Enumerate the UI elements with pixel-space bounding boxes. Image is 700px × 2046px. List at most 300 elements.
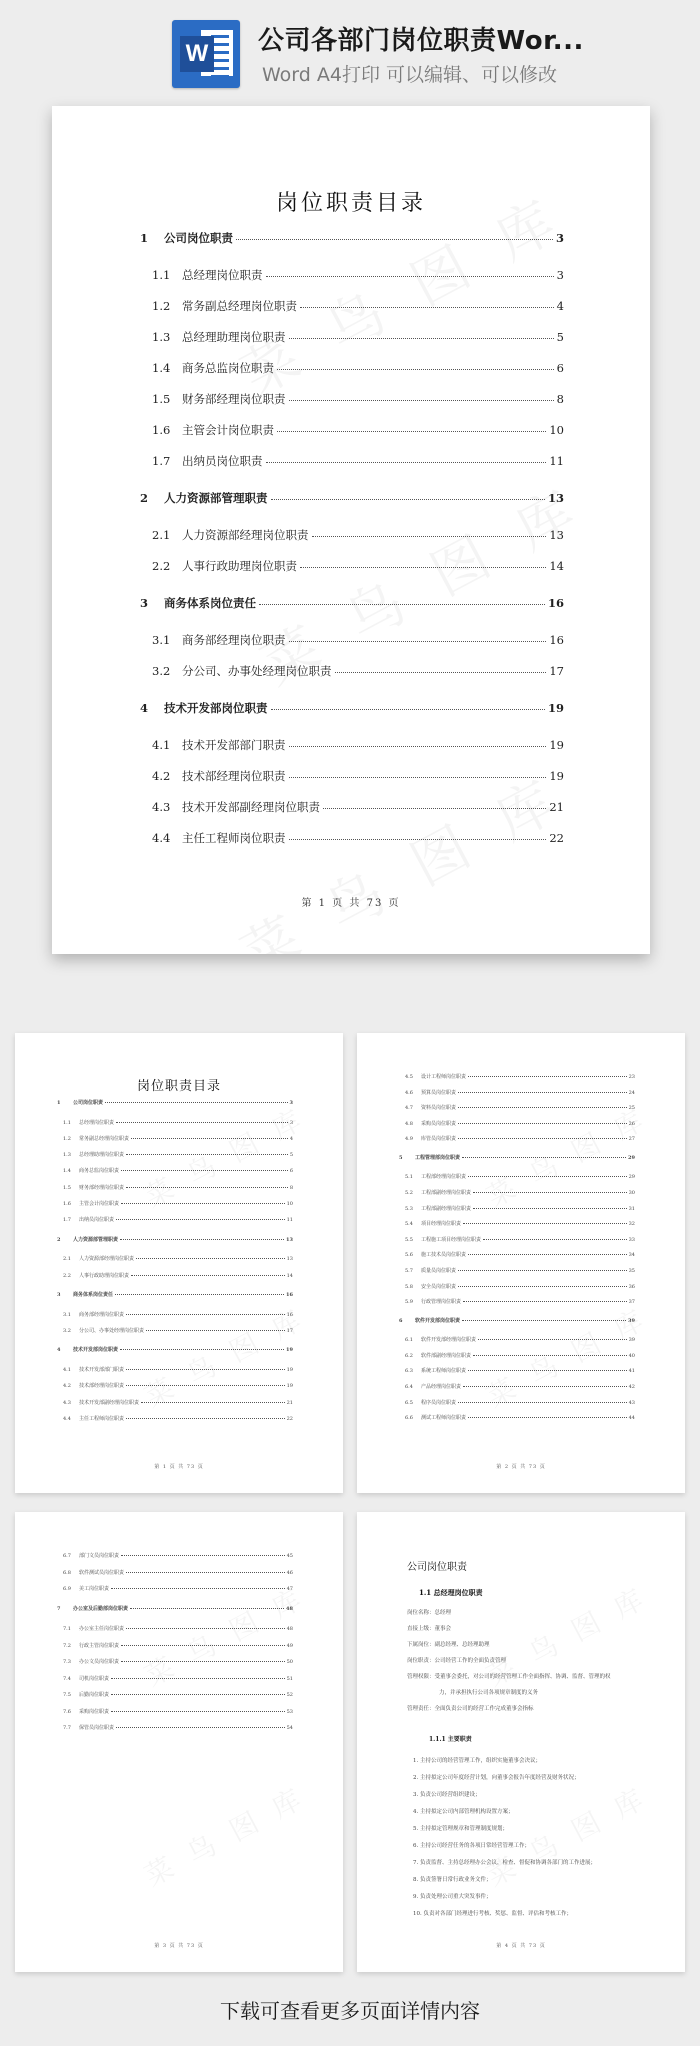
toc-entry-num: 2.2 — [152, 559, 171, 573]
toc-entry-page: 23 — [628, 1074, 635, 1080]
preview-page-1[interactable] — [15, 1033, 343, 1493]
toc-entry-page: 34 — [628, 1252, 635, 1259]
toc-entry-page: 19 — [547, 701, 564, 715]
toc-entry-page: 42 — [628, 1384, 635, 1390]
toc-entry-page: 21 — [286, 1399, 293, 1406]
duties-heading: 1.1.1 主要职责 — [429, 1736, 472, 1743]
toc-entry-label: 软件开发部经理岗位职责 — [421, 1337, 477, 1344]
toc-dot-leader — [115, 1294, 284, 1295]
toc-entry-page: 8 — [289, 1184, 293, 1191]
toc-section-entry[interactable] — [63, 1327, 293, 1334]
toc-entry-num: 4 — [140, 701, 149, 715]
toc-section-entry[interactable] — [152, 422, 564, 438]
toc-section-entry[interactable] — [405, 1367, 635, 1374]
toc-entry-page: 19 — [286, 1383, 293, 1390]
toc-entry-page: 8 — [556, 392, 564, 406]
toc-entry-label: 主任工程师岗位职责 — [182, 831, 286, 845]
toc-entry-label: 采购岗位职责 — [79, 1708, 110, 1715]
toc-entry-label: 总经理岗位职责 — [79, 1119, 115, 1126]
duty-item: 6. 主持公司经营任务的各项日常经营管理工作； — [413, 1843, 530, 1849]
subsection-heading: 1.1 总经理岗位职责 — [419, 1588, 483, 1597]
toc-entry-label: 质量员岗位职责 — [421, 1268, 457, 1274]
toc-entry-num: 7.2 — [63, 1642, 71, 1649]
toc-dot-leader — [120, 1349, 284, 1350]
toc-entry-label: 商务总监岗位职责 — [182, 361, 274, 375]
toc-dot-leader — [266, 462, 547, 463]
toc-entry-label: 人事行政助理岗位职责 — [182, 559, 297, 573]
toc-chapter-entry[interactable] — [140, 700, 564, 716]
toc-entry-page: 21 — [549, 800, 564, 814]
toc-entry-num: 2 — [140, 491, 149, 505]
toc-entry-page: 48 — [286, 1626, 293, 1632]
toc-entry-num: 1.5 — [63, 1184, 71, 1191]
toc-entry-label: 产品经理岗位职责 — [421, 1384, 462, 1390]
toc-entry-num: 2 — [57, 1236, 61, 1243]
toc-entry-label: 商务部经理岗位职责 — [79, 1311, 125, 1318]
toc-entry-label: 资料员岗位职责 — [421, 1105, 457, 1112]
toc-dot-leader — [131, 1275, 285, 1276]
toc-dot-leader — [473, 1355, 627, 1356]
toc-entry-page: 40 — [628, 1352, 635, 1359]
toc-entry-page: 30 — [628, 1190, 635, 1196]
toc-dot-leader — [121, 1645, 285, 1646]
toc-dot-leader — [111, 1711, 285, 1712]
toc-entry-page: 16 — [547, 596, 564, 610]
toc-section-entry[interactable] — [405, 1220, 635, 1227]
toc-entry-page: 6 — [289, 1168, 293, 1175]
toc-entry-page: 39 — [628, 1318, 635, 1325]
word-doc-icon — [172, 20, 240, 88]
toc-section-entry[interactable] — [63, 1216, 293, 1223]
toc-entry-num: 3 — [140, 596, 149, 610]
toc-entry-label: 财务部经理岗位职责 — [79, 1184, 125, 1191]
toc-dot-leader — [463, 1386, 627, 1387]
toc-section-entry[interactable] — [63, 1200, 293, 1207]
toc-entry-page: 32 — [628, 1221, 635, 1228]
toc-entry-label: 总经理助理岗位职责 — [79, 1152, 125, 1159]
toc-dot-leader — [468, 1254, 627, 1255]
toc-dot-leader — [271, 499, 545, 500]
toc-section-entry[interactable] — [405, 1236, 635, 1243]
toc-section-entry[interactable] — [63, 1642, 293, 1649]
toc-section-entry[interactable] — [63, 1184, 293, 1191]
toc-entry-page: 35 — [628, 1268, 635, 1274]
toc-entry-page: 22 — [286, 1415, 293, 1422]
toc-section-entry[interactable] — [152, 298, 564, 314]
toc-dot-leader — [105, 1102, 288, 1103]
toc-entry-num: 5.5 — [405, 1236, 413, 1243]
toc-section-entry[interactable] — [63, 1366, 293, 1373]
toc-entry-num: 4.7 — [405, 1105, 413, 1112]
toc-entry-label: 库管员岗位职责 — [421, 1136, 457, 1143]
toc-entry-label: 软件部副经理岗位职责 — [421, 1352, 472, 1359]
toc-entry-num: 6.3 — [405, 1368, 413, 1375]
toc-entry-page: 6 — [556, 361, 564, 375]
toc-section-entry[interactable] — [405, 1089, 635, 1096]
toc-dot-leader — [289, 338, 554, 339]
toc-chapter-entry[interactable] — [57, 1291, 293, 1298]
toc-dot-leader — [277, 369, 554, 370]
toc-entry-page: 46 — [286, 1569, 293, 1576]
toc-entry-page: 51 — [286, 1675, 293, 1682]
toc-section-entry[interactable] — [63, 1151, 293, 1158]
toc-section-entry[interactable] — [405, 1120, 635, 1127]
toc-section-entry[interactable] — [63, 1399, 293, 1406]
toc-chapter-entry[interactable] — [140, 490, 564, 506]
toc-section-entry[interactable] — [63, 1119, 293, 1126]
toc-section-entry[interactable] — [152, 267, 564, 283]
toc-section-entry[interactable] — [152, 663, 564, 679]
toc-entry-label: 商务总监岗位职责 — [79, 1168, 120, 1175]
toc-dot-leader — [136, 1258, 285, 1259]
toc-entry-num: 4 — [57, 1347, 61, 1354]
toc-entry-num: 6.4 — [405, 1384, 413, 1390]
toc-entry-page: 45 — [286, 1553, 293, 1559]
toc-section-entry[interactable] — [63, 1724, 293, 1731]
toc-entry-num: 4.4 — [152, 831, 171, 845]
job-field-line: 管理权限：受董事会委托，对公司的经营管理工作全面指挥、协调、监督、管理的权 — [407, 1674, 611, 1680]
toc-title: 岗位职责目录 — [275, 191, 426, 216]
toc-entry-num: 5.2 — [405, 1190, 413, 1196]
toc-entry-page: 13 — [286, 1256, 293, 1263]
toc-entry-label: 主管会计岗位职责 — [79, 1201, 120, 1207]
main-document-page — [52, 106, 650, 954]
toc-entry-label: 总经理岗位职责 — [182, 268, 263, 282]
toc-section-entry[interactable] — [152, 632, 564, 648]
toc-section-entry[interactable] — [63, 1272, 293, 1279]
toc-dot-leader — [478, 1339, 627, 1340]
toc-dot-leader — [111, 1588, 285, 1589]
toc-entry-label: 软件开发部岗位职责 — [415, 1318, 461, 1325]
toc-entry-num: 7.4 — [63, 1675, 71, 1682]
toc-chapter-entry[interactable] — [57, 1236, 293, 1243]
toc-dot-leader — [468, 1076, 627, 1077]
toc-entry-page: 24 — [628, 1089, 635, 1096]
toc-entry-num: 2.1 — [63, 1256, 71, 1263]
toc-dot-leader — [473, 1192, 627, 1193]
toc-dot-leader — [458, 1138, 627, 1139]
toc-dot-leader — [458, 1402, 627, 1403]
toc-entry-num: 4.5 — [405, 1074, 413, 1080]
toc-entry-page: 41 — [628, 1368, 635, 1375]
toc-section-entry[interactable] — [152, 391, 564, 407]
toc-entry-label: 技术开发部部门职责 — [182, 738, 286, 752]
toc-section-entry[interactable] — [405, 1135, 635, 1142]
toc-dot-leader — [116, 1219, 285, 1220]
toc-entry-label: 公司岗位职责 — [164, 231, 233, 245]
toc-dot-leader — [120, 1239, 284, 1240]
toc-dot-leader — [236, 239, 553, 240]
toc-entry-label: 预算员岗位职责 — [421, 1089, 457, 1096]
toc-entry-num: 7 — [57, 1606, 61, 1612]
toc-entry-page: 3 — [289, 1119, 293, 1126]
toc-entry-label: 出纳员岗位职责 — [79, 1217, 115, 1224]
toc-entry-page: 31 — [628, 1205, 635, 1212]
toc-section-entry[interactable] — [152, 558, 564, 574]
page-footer: 第 1 页 共 73 页 — [154, 1464, 204, 1470]
preview-page-3[interactable] — [15, 1512, 343, 1972]
toc-entry-page: 48 — [286, 1606, 293, 1612]
toc-dot-leader — [463, 1301, 627, 1302]
toc-entry-page: 49 — [286, 1642, 293, 1649]
toc-dot-leader — [116, 1122, 288, 1123]
toc-section-entry[interactable] — [63, 1658, 293, 1665]
toc-dot-leader — [323, 808, 546, 809]
toc-entry-page: 47 — [286, 1586, 293, 1592]
toc-entry-num: 4.3 — [152, 800, 171, 814]
toc-entry-page: 4 — [289, 1135, 293, 1142]
toc-chapter-entry[interactable] — [57, 1605, 293, 1612]
toc-chapter-entry[interactable] — [399, 1317, 635, 1324]
toc-dot-leader — [458, 1092, 627, 1093]
toc-entry-label: 商务体系岗位责任 — [73, 1292, 114, 1299]
toc-dot-leader — [473, 1208, 627, 1209]
toc-entry-page: 44 — [628, 1415, 635, 1422]
toc-entry-num: 1.1 — [63, 1119, 71, 1126]
toc-entry-num: 1 — [140, 231, 149, 245]
toc-entry-num: 2.1 — [152, 528, 171, 542]
toc-entry-label: 行政管理岗位职责 — [421, 1299, 462, 1306]
toc-dot-leader — [458, 1286, 627, 1287]
toc-entry-label: 人力资源部管理职责 — [164, 491, 268, 505]
toc-entry-page: 5 — [289, 1152, 293, 1159]
toc-dot-leader — [121, 1170, 288, 1171]
toc-section-entry[interactable] — [405, 1251, 635, 1258]
toc-entry-num: 5.4 — [405, 1221, 413, 1228]
toc-section-entry[interactable] — [405, 1414, 635, 1421]
toc-entry-num: 4.1 — [63, 1366, 71, 1373]
duty-item: 2. 主持拟定公司年度经营计划，向董事会报告年度经营及财务状况； — [413, 1775, 580, 1781]
toc-entry-num: 4.1 — [152, 738, 171, 752]
duty-item: 4. 主持拟定公司内部管理机构设置方案； — [413, 1809, 514, 1815]
toc-entry-num: 7.7 — [63, 1725, 71, 1731]
toc-section-entry[interactable] — [63, 1311, 293, 1318]
toc-section-entry[interactable] — [152, 329, 564, 345]
toc-entry-page: 29 — [628, 1155, 635, 1162]
toc-section-entry[interactable] — [405, 1336, 635, 1343]
toc-entry-page: 36 — [628, 1283, 635, 1290]
page-footer: 第 3 页 共 73 页 — [154, 1943, 204, 1949]
toc-entry-label: 商务体系岗位责任 — [164, 596, 256, 610]
toc-dot-leader — [289, 400, 554, 401]
preview-page-2[interactable] — [357, 1033, 685, 1493]
toc-entry-num: 3.1 — [63, 1311, 71, 1318]
toc-entry-num: 5.3 — [405, 1205, 413, 1212]
toc-dot-leader — [462, 1157, 626, 1158]
toc-dot-leader — [126, 1572, 285, 1573]
toc-entry-num: 6.7 — [63, 1553, 71, 1559]
toc-section-entry[interactable] — [405, 1104, 635, 1111]
toc-dot-leader — [121, 1661, 285, 1662]
toc-entry-num: 5.1 — [405, 1174, 413, 1181]
toc-entry-page: 25 — [628, 1105, 635, 1112]
toc-entry-page: 3 — [289, 1100, 293, 1106]
toc-section-entry[interactable] — [63, 1415, 293, 1422]
toc-section-entry[interactable] — [63, 1135, 293, 1142]
toc-dot-leader — [289, 746, 547, 747]
toc-entry-label: 安全员岗位职责 — [421, 1283, 457, 1290]
toc-section-entry[interactable] — [405, 1189, 635, 1196]
toc-dot-leader — [468, 1370, 627, 1371]
toc-entry-label: 人力资源部管理职责 — [73, 1236, 119, 1243]
toc-entry-label: 技术开发部副经理岗位职责 — [182, 800, 320, 814]
toc-entry-label: 技术部经理岗位职责 — [182, 769, 286, 783]
toc-entry-page: 10 — [286, 1201, 293, 1207]
toc-section-entry[interactable] — [405, 1383, 635, 1390]
toc-entry-label: 工程部经理岗位职责 — [421, 1174, 467, 1181]
toc-chapter-entry[interactable] — [140, 595, 564, 611]
toc-entry-label: 保管员岗位职责 — [79, 1725, 115, 1731]
toc-section-entry[interactable] — [405, 1205, 635, 1212]
toc-entry-label: 分公司、办事处经理岗位职责 — [182, 664, 332, 678]
toc-entry-label: 出纳员岗位职责 — [182, 454, 263, 468]
toc-entry-page: 50 — [286, 1659, 293, 1665]
toc-section-entry[interactable] — [63, 1708, 293, 1715]
toc-entry-label: 技术开发部岗位职责 — [73, 1347, 119, 1354]
toc-entry-page: 39 — [628, 1337, 635, 1344]
toc-entry-num: 4.9 — [405, 1136, 413, 1143]
toc-chapter-entry[interactable] — [57, 1099, 293, 1106]
toc-section-entry[interactable] — [152, 830, 564, 846]
toc-dot-leader — [130, 1608, 284, 1609]
toc-entry-num: 7.6 — [63, 1708, 71, 1715]
download-caption: 下载可查看更多页面详情内容 — [220, 1999, 480, 2023]
toc-entry-page: 11 — [286, 1217, 293, 1224]
toc-entry-num: 5.9 — [405, 1299, 413, 1306]
toc-section-entry[interactable] — [63, 1625, 293, 1632]
toc-entry-num: 1.6 — [152, 423, 171, 437]
toc-entry-num: 5.6 — [405, 1252, 413, 1259]
toc-section-entry[interactable] — [405, 1283, 635, 1290]
toc-section-entry[interactable] — [405, 1073, 635, 1080]
duty-item: 9. 负责处理公司重大突发事件； — [413, 1894, 492, 1900]
toc-entry-num: 2.2 — [63, 1272, 71, 1279]
toc-entry-num: 6.5 — [405, 1399, 413, 1406]
toc-entry-num: 4.8 — [405, 1120, 413, 1127]
toc-entry-label: 主管会计岗位职责 — [182, 423, 274, 437]
toc-chapter-entry[interactable] — [399, 1154, 635, 1161]
toc-entry-num: 7.5 — [63, 1692, 71, 1698]
job-field-line: 下属岗位：副总经理、总经理助理 — [407, 1642, 490, 1648]
toc-entry-num: 4.6 — [405, 1089, 413, 1096]
toc-dot-leader — [111, 1694, 285, 1695]
header — [0, 0, 700, 95]
page-footer: 第 4 页 共 73 页 — [496, 1943, 546, 1949]
duty-item: 5. 主持拟定管理规章和管理制度规划； — [413, 1826, 508, 1832]
toc-section-entry[interactable] — [152, 527, 564, 543]
toc-section-entry[interactable] — [152, 799, 564, 815]
toc-entry-label: 美工岗位职责 — [79, 1586, 110, 1592]
toc-entry-num: 1.1 — [152, 268, 171, 282]
toc-entry-label: 技术开发部部门职责 — [79, 1366, 125, 1373]
toc-dot-leader — [277, 431, 546, 432]
toc-dot-leader — [116, 1727, 285, 1728]
toc-entry-label: 办公室及后勤部岗位职责 — [73, 1606, 129, 1612]
toc-entry-num: 1.2 — [63, 1135, 71, 1142]
toc-entry-label: 采购员岗位职责 — [421, 1120, 457, 1127]
toc-entry-page: 13 — [549, 528, 564, 542]
toc-dot-leader — [141, 1402, 285, 1403]
toc-entry-label: 常务副总经理岗位职责 — [182, 299, 297, 313]
toc-section-entry[interactable] — [405, 1173, 635, 1180]
job-field-line: 岗位职责：公司经营工作的全面负责管理 — [407, 1658, 507, 1664]
toc-entry-num: 3 — [57, 1292, 61, 1299]
job-field-line: 岗位名称：总经理 — [407, 1610, 452, 1616]
job-field-line: 直接上级：董事会 — [407, 1626, 452, 1632]
toc-section-entry[interactable] — [63, 1552, 293, 1559]
toc-entry-num: 3.2 — [152, 664, 171, 678]
toc-section-entry[interactable] — [152, 768, 564, 784]
toc-entry-label: 技术开发部副经理岗位职责 — [79, 1399, 140, 1406]
toc-entry-num: 1 — [57, 1100, 61, 1106]
toc-section-entry[interactable] — [405, 1267, 635, 1274]
toc-section-entry[interactable] — [63, 1691, 293, 1698]
toc-entry-label: 工程管理部岗位职责 — [415, 1155, 461, 1162]
toc-entry-label: 程序员岗位职责 — [421, 1399, 457, 1406]
toc-dot-leader — [259, 604, 545, 605]
toc-section-entry[interactable] — [152, 360, 564, 376]
toc-section-entry[interactable] — [405, 1298, 635, 1305]
toc-entry-label: 技术部经理岗位职责 — [79, 1383, 125, 1390]
toc-entry-page: 3 — [556, 268, 564, 282]
toc-section-entry[interactable] — [63, 1585, 293, 1592]
toc-dot-leader — [462, 1320, 626, 1321]
toc-entry-label: 部门文员岗位职责 — [79, 1553, 120, 1559]
duty-item: 8. 负责签署日常行政业务文件； — [413, 1877, 492, 1883]
toc-section-entry[interactable] — [63, 1382, 293, 1389]
toc-entry-num: 1.7 — [63, 1217, 71, 1224]
toc-chapter-entry[interactable] — [140, 230, 564, 246]
toc-entry-page: 43 — [628, 1399, 635, 1406]
toc-dot-leader — [121, 1555, 285, 1556]
document-title: 公司各部门岗位职责Wor... — [258, 26, 584, 56]
preview-page-4[interactable] — [357, 1512, 685, 1972]
toc-entry-num: 5.8 — [405, 1283, 413, 1290]
toc-entry-page: 19 — [549, 769, 564, 783]
toc-section-entry[interactable] — [63, 1675, 293, 1682]
toc-entry-num: 6.2 — [405, 1352, 413, 1359]
toc-entry-num: 1.3 — [63, 1152, 71, 1159]
toc-dot-leader — [468, 1417, 627, 1418]
toc-entry-page: 19 — [286, 1347, 293, 1354]
toc-section-entry[interactable] — [63, 1255, 293, 1262]
toc-section-entry[interactable] — [152, 737, 564, 753]
toc-entry-num: 7.3 — [63, 1659, 71, 1665]
toc-chapter-entry[interactable] — [57, 1346, 293, 1353]
toc-entry-page: 29 — [628, 1174, 635, 1181]
toc-section-entry[interactable] — [405, 1352, 635, 1359]
duty-item: 10. 负责对各部门经理进行考核、奖惩、监督、评估和考核工作； — [413, 1911, 572, 1917]
toc-entry-num: 1.4 — [63, 1168, 71, 1175]
toc-section-entry[interactable] — [405, 1399, 635, 1406]
toc-entry-label: 人力资源部经理岗位职责 — [79, 1256, 135, 1263]
toc-section-entry[interactable] — [63, 1569, 293, 1576]
toc-entry-page: 22 — [549, 831, 564, 845]
toc-entry-label: 行政主管岗位职责 — [79, 1642, 120, 1649]
toc-entry-label: 系统工程师岗位职责 — [421, 1368, 467, 1375]
toc-section-entry[interactable] — [63, 1167, 293, 1174]
toc-section-entry[interactable] — [152, 453, 564, 469]
toc-entry-num: 6.8 — [63, 1569, 71, 1576]
toc-entry-page: 16 — [549, 633, 564, 647]
toc-entry-num: 4.4 — [63, 1415, 71, 1422]
toc-entry-page: 16 — [286, 1311, 293, 1318]
toc-entry-num: 6 — [399, 1318, 403, 1325]
toc-title: 岗位职责目录 — [136, 1079, 221, 1094]
toc-entry-label: 测试工程师岗位职责 — [421, 1415, 467, 1422]
duty-item: 3. 负责公司经营组织建设； — [413, 1792, 481, 1798]
toc-entry-label: 主任工程师岗位职责 — [79, 1415, 125, 1422]
